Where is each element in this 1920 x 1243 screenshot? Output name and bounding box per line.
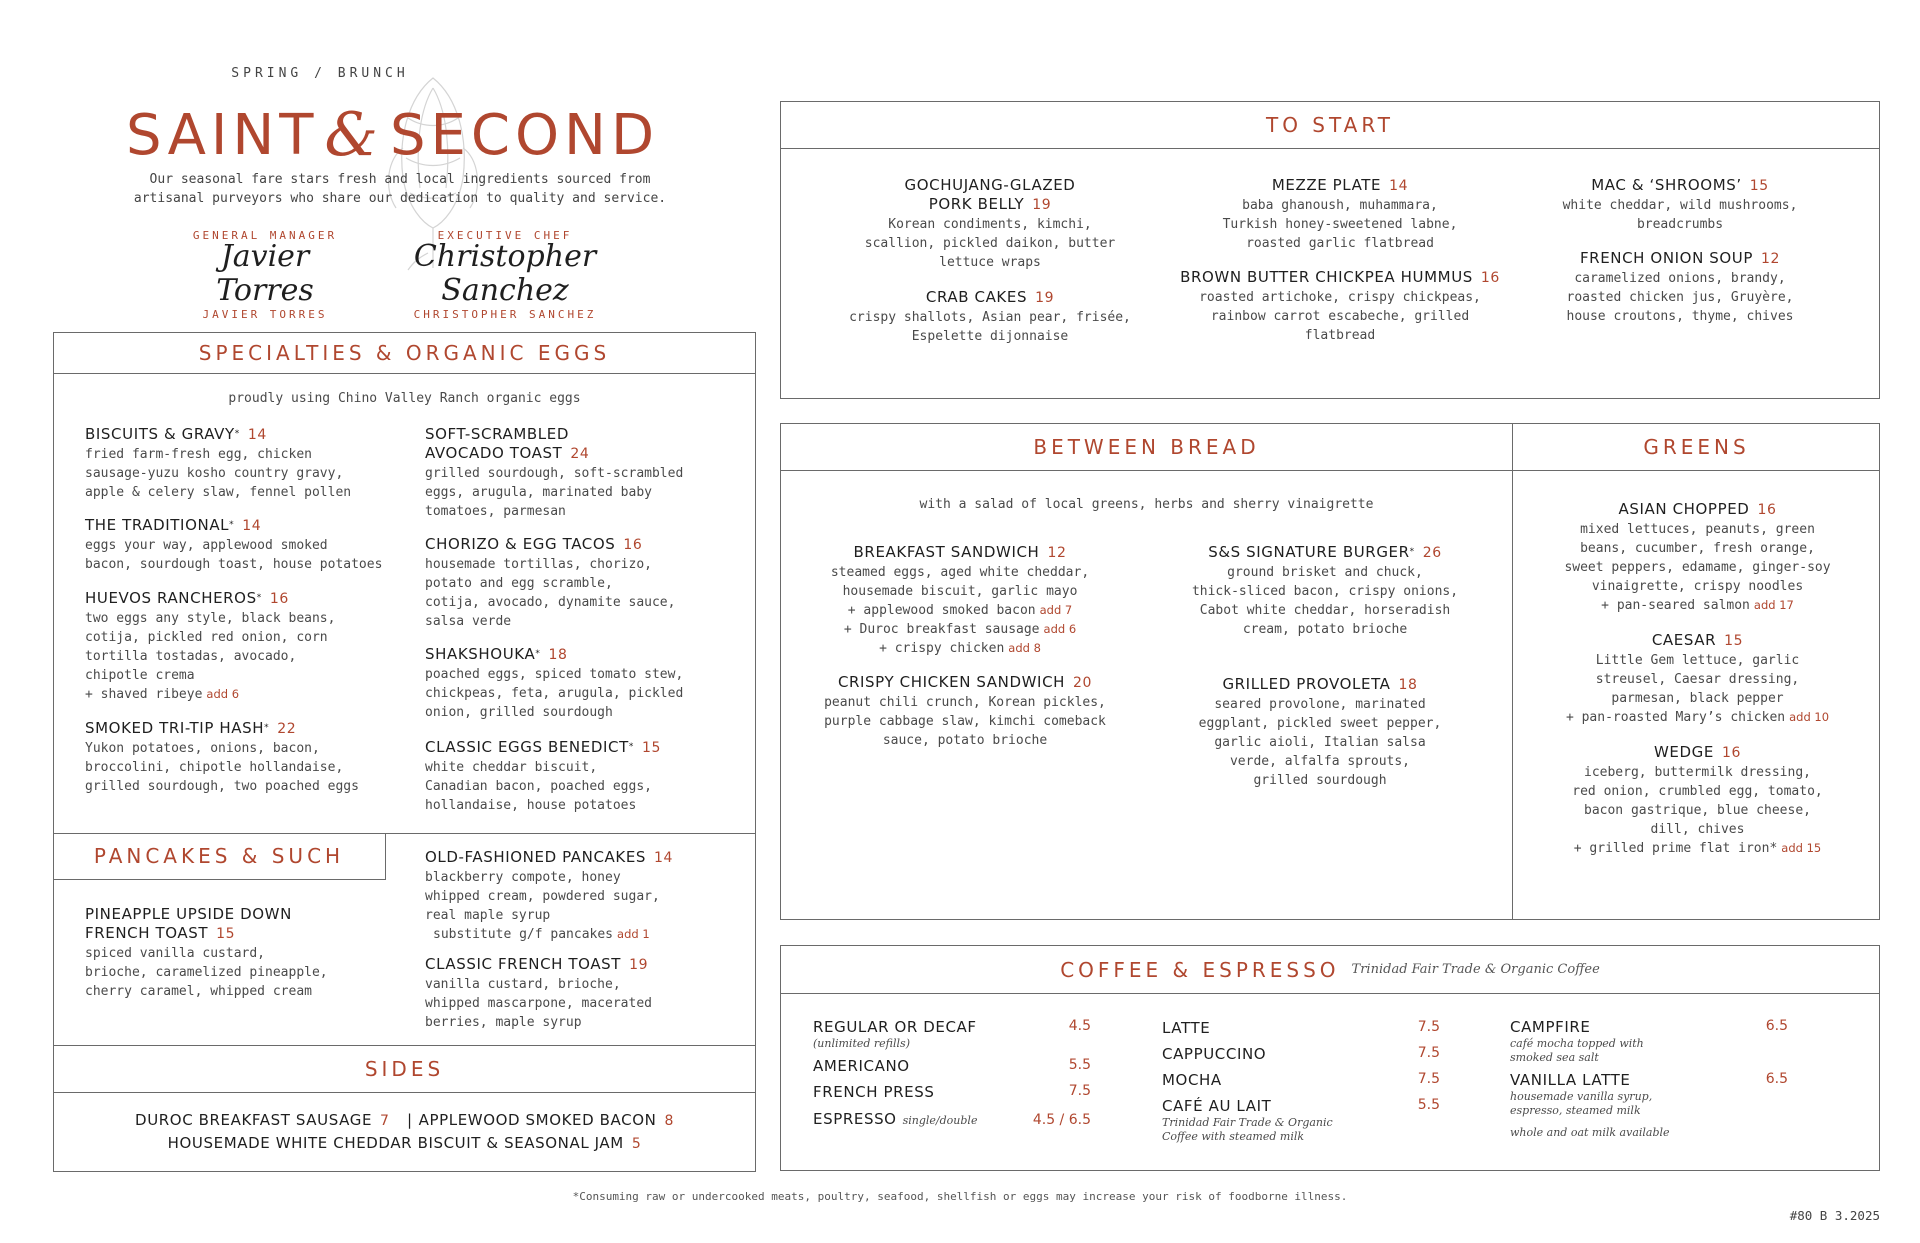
- menu-item: [1520, 500, 1875, 615]
- menu-item: [85, 516, 415, 574]
- menu-item: [425, 955, 745, 1032]
- coffee-column-3: [1510, 1018, 1788, 1140]
- menu-item: [425, 535, 745, 631]
- coffee-name: MOCHA: [1162, 1071, 1222, 1089]
- menu-item: [800, 673, 1130, 750]
- item-price: 15: [1749, 178, 1769, 194]
- coffee-item: [813, 1083, 1091, 1102]
- sides-header: [53, 1045, 756, 1093]
- menu-item: [85, 425, 415, 502]
- coffee-name: FRENCH PRESS: [813, 1083, 935, 1101]
- coffee-sub: housemade vanilla syrup, espresso, steamed milk: [1510, 1090, 1653, 1117]
- gm-name: JAVIER TORRES: [202, 308, 328, 321]
- item-desc: Korean condiments, kimchi, scallion, pickled daikon, butter lettuce wraps: [864, 217, 1116, 270]
- item-name-row: [800, 673, 1130, 693]
- addon-price: add 1: [617, 927, 650, 941]
- item-name: SHAKSHOUKA: [425, 645, 536, 663]
- item-price: 15: [1724, 633, 1744, 649]
- coffee-name: CAPPUCCINO: [1162, 1045, 1267, 1063]
- specialties-header: [53, 332, 756, 374]
- item-price: 14: [242, 518, 262, 534]
- item-name-row: [425, 645, 745, 665]
- between-bread-header: [780, 423, 1513, 471]
- coffee-name: REGULAR OR DECAF: [813, 1018, 977, 1036]
- item-name-row: [1520, 500, 1875, 520]
- addon-price: add 15: [1781, 841, 1822, 855]
- menu-item: [425, 848, 745, 944]
- coffee-name: VANILLA LATTE: [1510, 1071, 1631, 1089]
- item-price: 16: [1757, 502, 1777, 518]
- coffee-price: 7.5: [1417, 1071, 1440, 1087]
- item-name: SMOKED TRI-TIP HASH: [85, 719, 265, 737]
- coffee-sub: café mocha topped with smoked sea salt: [1510, 1037, 1644, 1064]
- addon-price: add 7: [1039, 603, 1073, 617]
- addon-label: substitute g/f pancakes: [433, 927, 614, 942]
- item-addon: [1520, 596, 1875, 615]
- item-desc: mixed lettuces, peanuts, green beans, cucumber, fresh orange, sweet peppers, edamame, ginger-soy vinaigrette, crispy noodles: [1564, 522, 1831, 594]
- side-item-price: 8: [664, 1113, 674, 1129]
- coffee-name: LATTE: [1162, 1019, 1211, 1037]
- chef-role: EXECUTIVE CHEF: [437, 229, 573, 242]
- menu-item: [425, 738, 745, 815]
- item-star: *: [229, 520, 235, 530]
- item-price: 16: [1721, 745, 1741, 761]
- item-price: 22: [277, 721, 297, 737]
- sides-row-2: [53, 1132, 756, 1155]
- item-price: 16: [623, 537, 643, 553]
- item-star: *: [256, 593, 262, 603]
- item-desc: seared provolone, marinated eggplant, pickled sweet pepper, garlic aioli, Italian salsa verde, alfalfa sprouts, grilled sourdough: [1198, 697, 1442, 788]
- addon-label: + pan-seared salmon: [1601, 598, 1750, 613]
- item-name-cont: AVOCADO TOAST: [425, 444, 563, 462]
- item-name-row: [1160, 268, 1520, 288]
- item-price: 19: [629, 957, 649, 973]
- brand-name-right: SECOND: [389, 102, 660, 168]
- item-price: 14: [247, 427, 267, 443]
- to-start-header: [781, 102, 1879, 149]
- item-name: THE TRADITIONAL: [85, 516, 230, 534]
- item-name: MEZZE PLATE: [1271, 176, 1382, 194]
- coffee-price: 7.5: [1068, 1083, 1091, 1099]
- item-name-row: [425, 738, 745, 758]
- item-price: 15: [216, 926, 236, 942]
- menu-item: [1520, 743, 1875, 858]
- item-name-row: [1510, 176, 1850, 196]
- item-desc: eggs your way, applewood smoked bacon, sourdough toast, house potatoes: [85, 538, 383, 572]
- item-addon: [800, 601, 1120, 620]
- item-price: 18: [548, 647, 568, 663]
- item-name-row: [425, 848, 745, 868]
- gm-role: GENERAL MANAGER: [192, 229, 338, 242]
- item-name: BREAKFAST SANDWICH: [853, 543, 1040, 561]
- between-bread-subtitle: with a salad of local greens, herbs and sherry vinaigrette: [919, 497, 1374, 512]
- item-star: *: [1409, 547, 1415, 557]
- menu-item: [85, 905, 405, 1001]
- coffee-price: 6.5: [1765, 1018, 1788, 1034]
- addon-price: add 17: [1753, 598, 1794, 612]
- coffee-price: 6.5: [1765, 1071, 1788, 1087]
- item-name-row: [85, 719, 425, 739]
- item-name-row: [1155, 543, 1495, 563]
- item-desc: spiced vanilla custard, brioche, caramelized pineapple, cherry caramel, whipped cream: [85, 946, 328, 999]
- item-name-row: [85, 924, 405, 944]
- coffee-price: 5.5: [1417, 1097, 1440, 1113]
- brand-ampersand: &: [324, 100, 378, 170]
- item-star: *: [234, 429, 240, 439]
- menu-item: [1510, 249, 1850, 326]
- tagline-line-1: Our seasonal fare stars fresh and local ingredients sourced from: [149, 172, 651, 187]
- menu-item: [425, 425, 745, 521]
- item-name-row: [1510, 249, 1850, 269]
- item-desc: iceberg, buttermilk dressing, red onion, crumbled egg, tomato, bacon gastrique, blue cheese, dill, chives: [1572, 765, 1823, 837]
- item-addon: [1520, 708, 1875, 727]
- coffee-price: 4.5 / 6.5: [1032, 1112, 1091, 1128]
- coffee-price: 4.5: [1068, 1018, 1091, 1034]
- sides-title: SIDES: [364, 1057, 445, 1081]
- item-price: 20: [1073, 675, 1093, 691]
- item-desc: peanut chili crunch, Korean pickles, purple cabbage slaw, kimchi comeback sauce, potato brioche: [824, 695, 1106, 748]
- coffee-price: 5.5: [1068, 1057, 1091, 1073]
- item-name: GOCHUJANG-GLAZED: [904, 176, 1076, 194]
- item-name-row: [425, 444, 745, 464]
- item-price: 12: [1761, 251, 1781, 267]
- coffee-name: CAMPFIRE: [1510, 1018, 1591, 1036]
- coffee-name: ESPRESSO: [813, 1110, 897, 1128]
- item-name: HUEVOS RANCHEROS: [85, 589, 257, 607]
- sides-row-1: [53, 1109, 756, 1132]
- sides-list: [53, 1109, 756, 1155]
- item-price: 16: [269, 591, 289, 607]
- item-name: CLASSIC FRENCH TOAST: [425, 955, 622, 973]
- item-addon: [85, 685, 415, 704]
- gm-signature: Javier Torres: [216, 239, 314, 308]
- item-desc: white cheddar biscuit, Canadian bacon, poached eggs, hollandaise, house potatoes: [425, 760, 652, 813]
- side-item-name: HOUSEMADE WHITE CHEDDAR BISCUIT & SEASONAL JAM: [167, 1134, 624, 1152]
- addon-label: + Duroc breakfast sausage: [843, 622, 1040, 637]
- item-name-row: [1160, 176, 1520, 196]
- item-desc: steamed eggs, aged white cheddar, housemade biscuit, garlic mayo: [830, 565, 1090, 599]
- menu-code: #80 B 3.2025: [1789, 1208, 1880, 1223]
- item-desc: crispy shallots, Asian pear, frisée, Espelette dijonnaise: [849, 310, 1131, 344]
- item-price: 12: [1047, 545, 1067, 561]
- addon-label: + pan-roasted Mary’s chicken: [1565, 710, 1786, 725]
- brand-logo: [126, 100, 676, 170]
- coffee-name: CAFÉ AU LAIT: [1162, 1097, 1272, 1115]
- item-desc: two eggs any style, black beans, cotija, pickled red onion, corn tortilla tostadas, avocado, chipotle crema: [85, 611, 336, 683]
- milk-note: whole and oat milk available: [1510, 1126, 1670, 1139]
- item-price: 19: [1032, 197, 1052, 213]
- item-desc: grilled sourdough, soft-scrambled eggs, arugula, marinated baby tomatoes, parmesan: [425, 466, 684, 519]
- item-price: 14: [654, 850, 674, 866]
- item-desc: baba ghanoush, muhammara, Turkish honey-sweetened labne, roasted garlic flatbread: [1222, 198, 1458, 251]
- coffee-item: [813, 1018, 1091, 1037]
- item-desc: blackberry compote, honey whipped cream, powdered sugar, real maple syrup: [425, 870, 660, 923]
- menu-item: [1510, 176, 1850, 234]
- side-item-name: APPLEWOOD SMOKED BACON: [418, 1111, 657, 1129]
- addon-price: add 6: [206, 687, 240, 701]
- item-name-row: [1520, 631, 1875, 651]
- menu-item: [1160, 268, 1520, 345]
- item-name-cont: FRENCH TOAST: [85, 924, 209, 942]
- item-desc: poached eggs, spiced tomato stew, chickpeas, feta, arugula, pickled onion, grilled sourdough: [425, 667, 684, 720]
- menu-item: [85, 589, 415, 704]
- item-name: CLASSIC EGGS BENEDICT: [425, 738, 629, 756]
- addon-label: + grilled prime flat iron*: [1573, 841, 1778, 856]
- side-item-price: 5: [631, 1136, 642, 1152]
- menu-item: [85, 719, 425, 796]
- item-desc: housemade tortillas, chorizo, potato and egg scramble, cotija, avocado, dynamite sauce, salsa verde: [425, 557, 676, 629]
- item-price: 14: [1389, 178, 1409, 194]
- coffee-item: [1162, 1097, 1440, 1116]
- brand-tagline: [100, 170, 700, 208]
- menu-item: [1155, 675, 1485, 790]
- item-name-row: [1520, 743, 1875, 763]
- item-name-row: [85, 425, 415, 445]
- item-name: CAESAR: [1651, 631, 1717, 649]
- addon-label: + crispy chicken: [879, 641, 1005, 656]
- specialties-title: SPECIALTIES & ORGANIC EGGS: [198, 340, 611, 365]
- item-name-row: [85, 589, 415, 609]
- menu-item: [425, 645, 745, 722]
- tagline-line-2: artisanal purveyors who share our dedication to quality and service.: [133, 191, 667, 206]
- brand-name-left: SAINT: [126, 102, 319, 168]
- item-desc: roasted artichoke, crispy chickpeas, rainbow carrot escabeche, grilled flatbread: [1199, 290, 1481, 343]
- addon-price: add 6: [1043, 622, 1077, 636]
- item-name: CHORIZO & EGG TACOS: [425, 535, 616, 553]
- item-price: 16: [1480, 270, 1500, 286]
- item-name-row: [85, 516, 415, 536]
- item-name-row: [810, 288, 1170, 308]
- coffee-item: [1162, 1071, 1440, 1090]
- item-desc: vanilla custard, brioche, whipped mascarpone, macerated berries, maple syrup: [425, 977, 652, 1030]
- item-desc: caramelized onions, brandy, roasted chicken jus, Gruyère, house croutons, thyme, chives: [1566, 271, 1794, 324]
- general-manager: [175, 229, 355, 321]
- season-label: SPRING / BRUNCH: [231, 66, 409, 81]
- addon-label: + applewood smoked bacon: [847, 603, 1036, 618]
- item-name: S&S SIGNATURE BURGER: [1208, 543, 1410, 561]
- item-name: WEDGE: [1654, 743, 1714, 761]
- coffee-column-1: [813, 1018, 1091, 1129]
- coffee-item: [1510, 1018, 1788, 1037]
- coffee-sub: (unlimited refills): [813, 1037, 910, 1050]
- menu-item: [810, 176, 1170, 272]
- coffee-item: [1162, 1045, 1440, 1064]
- item-price: 19: [1035, 290, 1055, 306]
- item-name: BROWN BUTTER CHICKPEA HUMMUS: [1180, 268, 1473, 286]
- coffee-name: AMERICANO: [813, 1057, 910, 1075]
- chef-signature: Christopher Sanchez: [413, 239, 597, 308]
- item-name: FRENCH ONION SOUP: [1579, 249, 1754, 267]
- item-desc: ground brisket and chuck, thick-sliced bacon, crispy onions, Cabot white cheddar, horseradish cream, potato brioche: [1191, 565, 1459, 637]
- item-price: 24: [570, 446, 590, 462]
- pancakes-header: [53, 833, 386, 880]
- item-star: *: [628, 742, 634, 752]
- item-price: 15: [641, 740, 661, 756]
- item-desc: Yukon potatoes, onions, bacon, broccolini, chipotle hollandaise, grilled sourdough, two poached eggs: [85, 741, 359, 794]
- coffee-price: 7.5: [1417, 1019, 1440, 1035]
- item-star: *: [535, 649, 541, 659]
- specialties-subtitle: proudly using Chino Valley Ranch organic eggs: [228, 391, 581, 406]
- coffee-subtitle: Trinidad Fair Trade & Organic Coffee: [1351, 962, 1600, 977]
- item-addon: [1520, 839, 1875, 858]
- item-name-line-2: [810, 195, 1170, 215]
- between-bread-title: BETWEEN BREAD: [1033, 434, 1260, 459]
- item-name: BISCUITS & GRAVY: [85, 425, 235, 443]
- coffee-item: [813, 1057, 1091, 1076]
- coffee-price: 7.5: [1417, 1045, 1440, 1061]
- item-name-row: [425, 955, 745, 975]
- side-item-name: DUROC BREAKFAST SAUSAGE: [135, 1111, 373, 1129]
- menu-item: [1520, 631, 1875, 727]
- side-separator: |: [406, 1111, 413, 1129]
- item-name-row: [800, 543, 1120, 563]
- item-name: OLD-FASHIONED PANCAKES: [425, 848, 647, 866]
- coffee-item: [1162, 1019, 1440, 1038]
- addon-price: add 10: [1789, 710, 1830, 724]
- coffee-item: [813, 1109, 1091, 1129]
- menu-item: [800, 543, 1120, 658]
- item-addon: [800, 620, 1120, 639]
- item-name: GRILLED PROVOLETA: [1222, 675, 1391, 693]
- side-item-price: 7: [380, 1113, 390, 1129]
- item-addon: [425, 925, 745, 944]
- item-price: 18: [1398, 677, 1418, 693]
- item-name-row: [425, 535, 745, 555]
- menu-item: [1155, 543, 1495, 639]
- item-desc: fried farm-fresh egg, chicken sausage-yuzu kosho country gravy, apple & celery slaw, fennel pollen: [85, 447, 352, 500]
- chef-name: CHRISTOPHER SANCHEZ: [413, 308, 597, 321]
- coffee-column-2: [1162, 1019, 1440, 1144]
- coffee-header: [781, 946, 1879, 994]
- addon-price: add 8: [1008, 641, 1041, 655]
- item-desc: white cheddar, wild mushrooms, breadcrumbs: [1562, 198, 1798, 232]
- item-name-cont: PORK BELLY: [928, 195, 1025, 213]
- to-start-title: TO START: [1265, 113, 1394, 137]
- item-price: 26: [1422, 545, 1442, 561]
- pancakes-title: PANCAKES & SUCH: [93, 844, 345, 868]
- item-name: CRISPY CHICKEN SANDWICH: [837, 673, 1066, 691]
- menu-item: [1160, 176, 1520, 253]
- item-name: SOFT-SCRAMBLED: [425, 425, 569, 443]
- item-star: *: [264, 723, 270, 733]
- greens-title: GREENS: [1643, 434, 1750, 459]
- coffee-sub: Trinidad Fair Trade & Organic Coffee with steamed milk: [1162, 1116, 1333, 1143]
- coffee-inline-note: single/double: [902, 1114, 978, 1127]
- item-desc: Little Gem lettuce, garlic streusel, Caesar dressing, parmesan, black pepper: [1595, 653, 1800, 706]
- item-name: CRAB CAKES: [925, 288, 1028, 306]
- coffee-item: [1510, 1071, 1788, 1090]
- menu-item: [810, 288, 1170, 346]
- coffee-title: COFFEE & ESPRESSO: [1060, 957, 1340, 982]
- item-name: MAC & ‘SHROOMS’: [1591, 176, 1742, 194]
- item-name: PINEAPPLE UPSIDE DOWN: [85, 905, 292, 923]
- greens-header: [1513, 423, 1880, 471]
- item-name-row: [1155, 675, 1485, 695]
- executive-chef: [375, 229, 635, 321]
- item-addon: [800, 639, 1120, 658]
- addon-label: + shaved ribeye: [85, 687, 203, 702]
- food-disclaimer: *Consuming raw or undercooked meats, poultry, seafood, shellfish or eggs may increase your risk of foodborne illness.: [572, 1190, 1348, 1203]
- item-name: ASIAN CHOPPED: [1618, 500, 1750, 518]
